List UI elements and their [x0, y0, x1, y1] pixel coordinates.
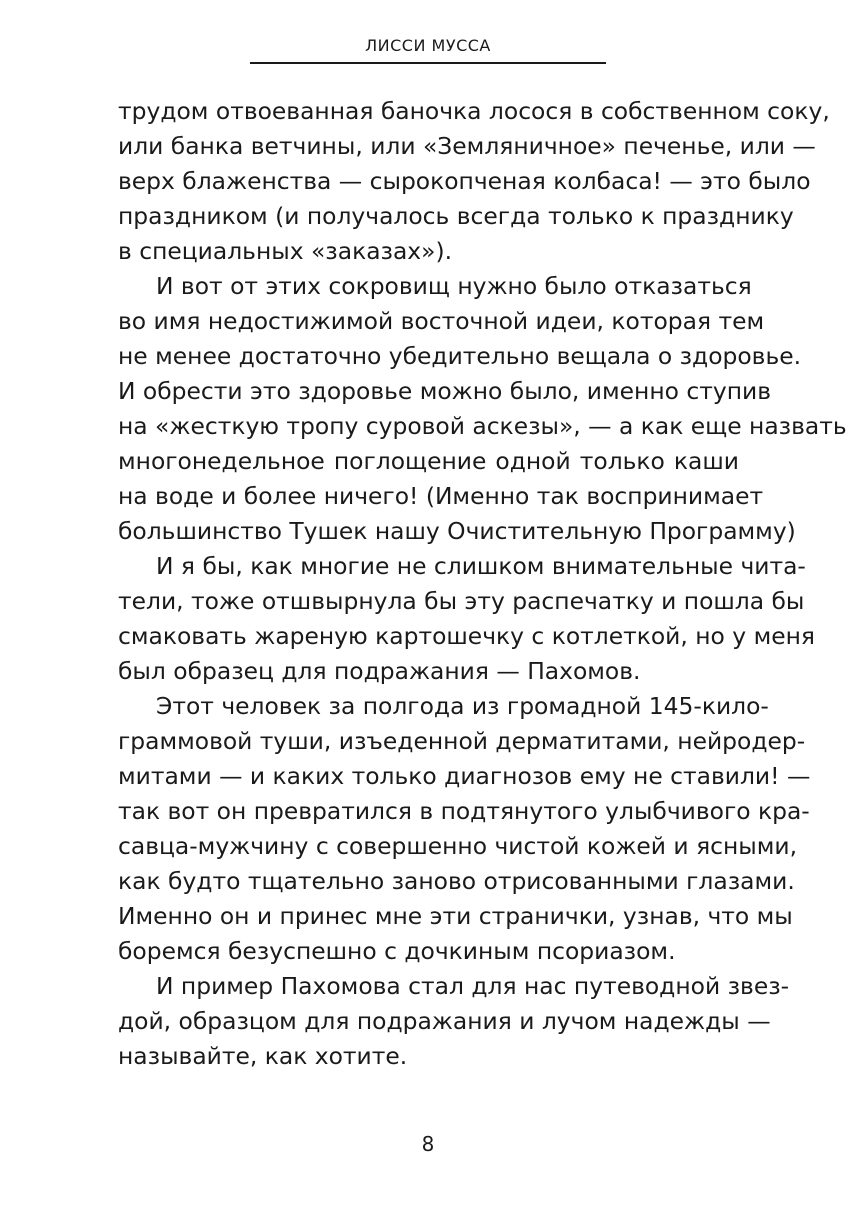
paragraph	[118, 689, 811, 969]
text-line: И пример Пахомова стал для нас путеводной звез-	[156, 972, 790, 1000]
text-line: не менее достаточно убедительно вещала о здоровье.	[118, 342, 802, 370]
text-line: на воде и более ничего! (Именно так воспринимает	[118, 482, 764, 510]
text-line: так вот он превратился в подтянутого улыбчивого кра-	[118, 797, 810, 825]
text-line: был образец для подражания — Пахомов.	[118, 657, 641, 685]
text-line: дой, образцом для подражания и лучом надежды —	[118, 1007, 771, 1035]
running-header-title: ЛИССИ МУССА	[365, 36, 491, 55]
text-line: граммовой туши, изъеденной дерматитами, нейродер-	[118, 727, 806, 755]
text-line: или банка ветчины, или «Земляничное» печенье, или —	[118, 132, 816, 160]
text-line: Именно он и принес мне эти странички, узнав, что мы	[118, 902, 793, 930]
body-text	[118, 94, 847, 1074]
text-line: в специальных «заказах»).	[118, 237, 453, 265]
paragraph	[118, 969, 790, 1074]
header-rule	[250, 62, 606, 64]
text-line: как будто тщательно заново отрисованными глазами.	[118, 867, 795, 895]
text-line: смаковать жареную картошечку с котлеткой, но у меня	[118, 622, 815, 650]
text-line: тели, тоже отшвырнула бы эту распечатку и пошла бы	[118, 587, 805, 615]
text-line: митами — и каких только диагнозов ему не ставили! —	[118, 762, 811, 790]
text-line: большинство Тушек нашу Очистительную Программу)	[118, 517, 796, 545]
text-line: называйте, как хотите.	[118, 1042, 408, 1070]
text-line: Этот человек за полгода из громадной 145-кило-	[156, 692, 769, 720]
paragraph	[118, 269, 847, 549]
text-line: праздником (и получалось всегда только к празднику	[118, 202, 794, 230]
paragraph	[118, 549, 815, 689]
page-number: 8	[421, 1132, 435, 1156]
text-line: во имя недостижимой восточной идеи, которая тем	[118, 307, 765, 335]
text-line: савца-мужчину с совершенно чистой кожей и ясными,	[118, 832, 798, 860]
text-line: И обрести это здоровье можно было, именно ступив	[118, 377, 771, 405]
text-line: на «жесткую тропу суровой аскезы», — а как еще назвать	[118, 412, 847, 440]
text-line: боремся безуспешно с дочкиным псориазом.	[118, 937, 676, 965]
text-line: многонедельное поглощение одной только каши	[118, 447, 739, 475]
text-line: верх блаженства — сырокопченая колбаса! — это было	[118, 167, 811, 195]
text-line: И я бы, как многие не слишком внимательные чита-	[156, 552, 806, 580]
text-line: трудом отвоеванная баночка лосося в собственном соку,	[118, 97, 830, 125]
text-line: И вот от этих сокровищ нужно было отказаться	[156, 272, 752, 300]
paragraph	[118, 94, 830, 269]
